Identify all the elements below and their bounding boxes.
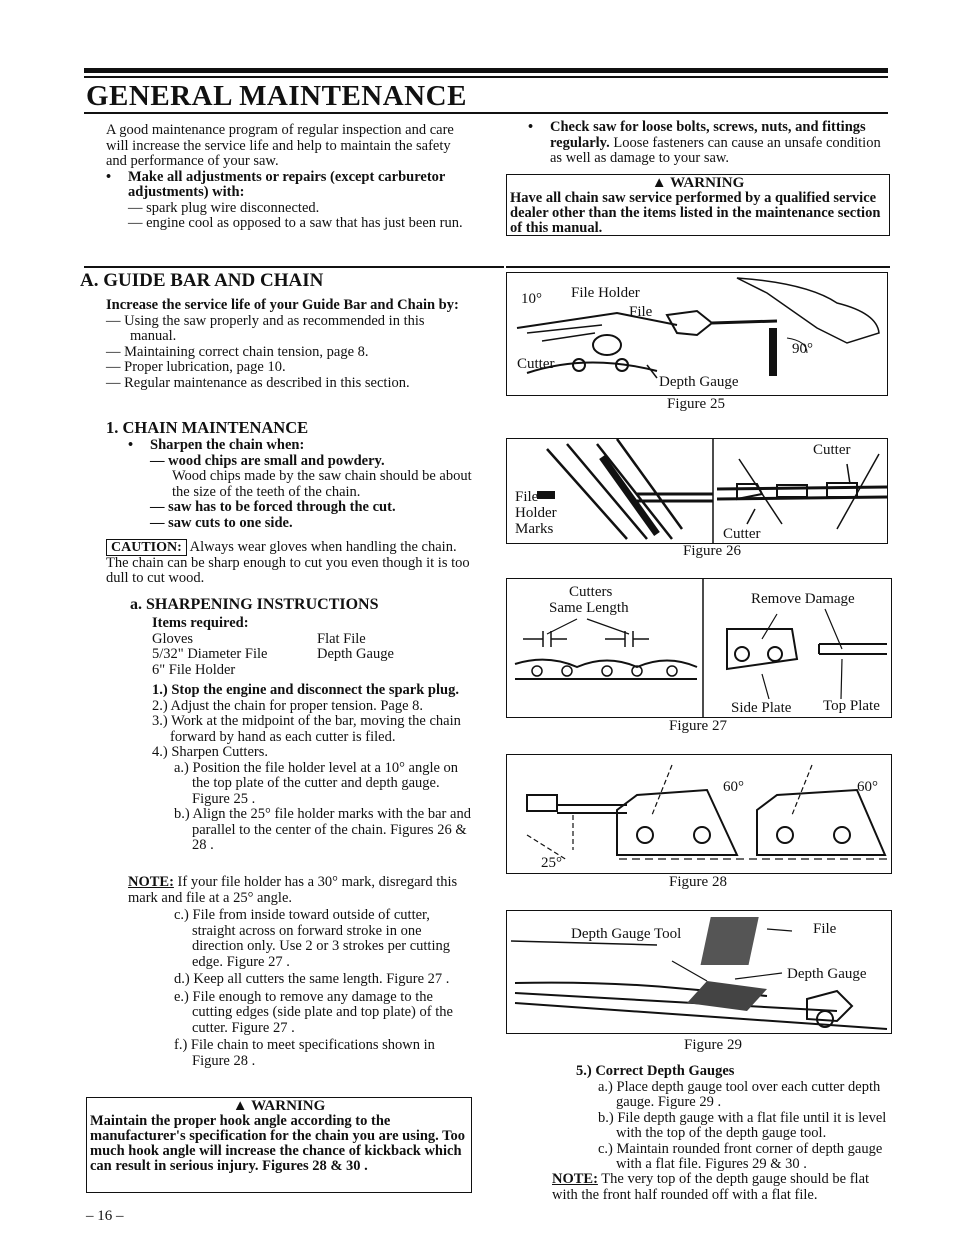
fig28-label-25: 25° [541, 855, 562, 871]
step-5a: a.) Place depth gauge tool over each cutter depth gauge. Figure 29 . [598, 1078, 881, 1110]
step-4c: c.) File from inside toward outside of cutter, straight across on forward stroke in one direction only. Use 2 or 3 strokes per cutting edge. Figure 27 . [174, 907, 450, 970]
fig28-label-60b: 60° [857, 779, 878, 795]
condition-3: — saw cuts to one side. [150, 514, 293, 531]
caution-block [106, 540, 472, 587]
bullet-dot: • [528, 119, 534, 135]
fig26-label-cutter-top: Cutter [813, 442, 851, 458]
warning-heading: ▲ WARNING [232, 1098, 326, 1114]
items-required-label: Items required: [152, 615, 249, 631]
bullet-bold: Check saw for loose bolts, screws, nuts, and fittings regularly. [550, 119, 866, 151]
figure-27-caption: Figure 27 [669, 718, 727, 734]
sharpening-steps-cont [174, 908, 472, 1069]
section-a-body [106, 298, 472, 391]
step-4d: d.) Keep all cutters the same length. Figure 27 . [174, 971, 450, 987]
fig28-label-60a: 60° [723, 779, 744, 795]
fig25-label-cutter: Cutter [517, 356, 555, 372]
fig29-label-file: File [813, 921, 837, 937]
warning-box-hook-angle [86, 1097, 472, 1193]
item: Gloves [152, 630, 194, 647]
section-a-item: — Maintaining correct chain tension, page 8. [106, 343, 369, 360]
fig26-label-holder: Holder [515, 505, 557, 521]
intro-right [528, 120, 890, 167]
step-5c: c.) Maintain rounded front corner of depth gauge with a flat file. Figures 29 & 30 . [598, 1140, 883, 1172]
header-rule-thick [84, 68, 888, 73]
bullet-text: Sharpen the chain when: [150, 437, 305, 453]
item: Depth Gauge [317, 646, 394, 662]
header-rule-thin [84, 76, 888, 78]
fig26-label-marks: Marks [515, 521, 554, 537]
note-text: The very top of the depth gauge should be flat with the front half rounded off with a flat file. [552, 1171, 870, 1203]
depth-note [552, 1172, 898, 1203]
intro-left [106, 123, 472, 232]
fig26-label-cutter-bottom: Cutter [723, 526, 761, 542]
sharpen-bullet [128, 438, 472, 454]
figure-28-caption: Figure 28 [669, 874, 727, 890]
bullet-dot: • [106, 168, 112, 185]
note-block [128, 875, 472, 906]
figure-27 [506, 578, 892, 718]
intro-paragraph: A good maintenance program of regular inspection and care will increase the service life and help to maintain the safety and performance of your saw. [106, 122, 454, 169]
page-number: – 16 – [86, 1208, 124, 1224]
warning-text: Have all chain saw service performed by a qualified service dealer other than the items listed in the maintenance section of this manual. [510, 190, 881, 236]
figure-28 [506, 754, 892, 874]
section-a-subtitle: Increase the service life of your Guide Bar and Chain by: [106, 297, 459, 313]
fig25-label-10: 10° [521, 291, 542, 307]
chain-maintenance-heading: 1. CHAIN MAINTENANCE [106, 418, 309, 437]
bullet-dot: • [128, 437, 134, 453]
figure-26-caption: Figure 26 [683, 543, 741, 559]
step-4f: f.) File chain to meet specifications shown in Figure 28 . [174, 1037, 435, 1069]
step-5b: b.) File depth gauge with a flat file until it is level with the top of the depth gauge tool. [598, 1109, 887, 1141]
intro-dash-1: — spark plug wire disconnected. [128, 199, 320, 216]
depth-gauge-steps [576, 1064, 898, 1173]
fig27-label-cutters: Cutters [569, 584, 613, 600]
section-a-item: — Using the saw properly and as recommended in this manual. [106, 312, 425, 344]
step-3: 3.) Work at the midpoint of the bar, moving the chain forward by hand as each cutter is filed. [152, 713, 461, 745]
fig27-label-top-plate: Top Plate [823, 698, 880, 714]
warning-text: Maintain the proper hook angle according to the manufacturer's specification for the chain you are using. Too much hook angle will increase the chance of kickback which can result in serious injury. Figures 28 & 30 . [90, 1113, 466, 1174]
note-label: NOTE: [552, 1171, 598, 1187]
bullet-text: Loose fasteners can cause an unsafe condition as well as damage to your saw. [550, 134, 881, 166]
caution-text: Always wear gloves when handling the chain. The chain can be sharp enough to cut you even though it is too dull to cut wood. [106, 539, 470, 586]
title-rule [84, 112, 888, 114]
bullet-text: Make all adjustments or repairs (except carburetor adjustments) with: [128, 168, 446, 200]
fig27-label-side-plate: Side Plate [731, 700, 792, 716]
intro-bullet-check [528, 120, 890, 167]
figure-26 [506, 438, 888, 544]
section-rule-left [84, 266, 504, 268]
step-5: 5.) Correct Depth Gauges [576, 1063, 735, 1079]
section-rule-right [506, 266, 890, 268]
step-4e: e.) File enough to remove any damage to the cutting edges (side plate and top plate) of the cutter. Figure 27 . [174, 988, 453, 1036]
figure-29-caption: Figure 29 [684, 1037, 742, 1053]
step-1: 1.) Stop the engine and disconnect the spark plug. [152, 682, 459, 698]
item [317, 663, 472, 679]
fig25-label-file-holder: File Holder [571, 285, 640, 301]
fig25-label-file: File [629, 304, 653, 320]
condition-1: — wood chips are small and powdery. [150, 452, 385, 469]
fig25-label-90: 90° [792, 341, 813, 357]
sharpening-heading: a. SHARPENING INSTRUCTIONS [130, 596, 379, 613]
item: 5/32" Diameter File [152, 646, 268, 662]
chain-maintenance-body [128, 438, 472, 531]
sharpening-steps [152, 683, 472, 854]
step-2: 2.) Adjust the chain for proper tension. Page 8. [152, 697, 424, 714]
fig29-label-tool: Depth Gauge Tool [571, 926, 682, 942]
sharpening-items [152, 616, 472, 678]
warning-heading: ▲ WARNING [651, 175, 745, 191]
fig26-label-file: File [515, 489, 539, 505]
fig29-label-depth-gauge: Depth Gauge [787, 966, 867, 982]
page-title: GENERAL MAINTENANCE [86, 80, 467, 112]
item: 6" File Holder [152, 661, 236, 678]
item: Flat File [317, 630, 366, 647]
section-a-item: — Regular maintenance as described in this section. [106, 374, 410, 391]
condition-1-text: Wood chips made by the saw chain should be about the size of the teeth of the chain. [172, 468, 472, 500]
step-4a: a.) Position the file holder level at a 10° angle on the top plate of the cutter and depth gauge. Figure 25 . [174, 759, 459, 807]
section-a-item: — Proper lubrication, page 10. [106, 359, 286, 375]
figure-25-caption: Figure 25 [667, 396, 725, 412]
warning-box-service [506, 174, 890, 236]
fig27-label-remove-damage: Remove Damage [751, 591, 855, 607]
caution-label: CAUTION: [106, 539, 187, 556]
fig27-label-same-length: Same Length [549, 600, 629, 616]
step-4: 4.) Sharpen Cutters. [152, 744, 268, 760]
condition-2: — saw has to be forced through the cut. [150, 499, 396, 515]
figure-29 [506, 910, 892, 1034]
note-label: NOTE: [128, 874, 174, 890]
fig25-label-depth-gauge: Depth Gauge [659, 374, 739, 390]
section-a-heading: A. GUIDE BAR AND CHAIN [80, 270, 324, 291]
figure-25 [506, 272, 888, 396]
items-list [152, 632, 472, 679]
intro-dash-2: — engine cool as opposed to a saw that has just been run. [128, 215, 463, 231]
step-4b: b.) Align the 25° file holder marks with the bar and parallel to the center of the chain. Figures 26 & 28 . [174, 806, 471, 853]
intro-bullet-adjustments [106, 170, 472, 201]
note-text: If your file holder has a 30° mark, disregard this mark and file at a 25° angle. [128, 874, 458, 906]
